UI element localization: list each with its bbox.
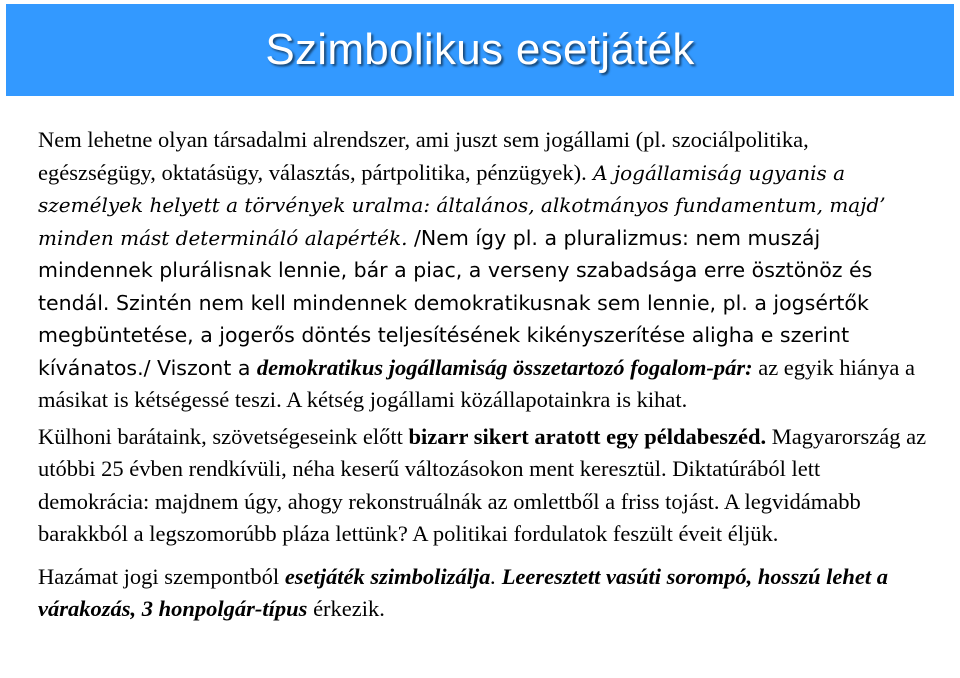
p1-sentence-conclusion: az egyik hiánya a másikat is kétségessé teszi. A kétség jogállami közállapotainkra is kihat. [38,354,915,412]
p3-emphasis-sorompo: Leeresztett vasúti sorompó, hosszú lehet a várakozás, 3 honpolgár-típus [38,563,888,621]
paragraph-esetjatek [38,561,928,626]
paragraph-peldabeszed [38,421,928,551]
p1-sentence-intro: Nem lehetne olyan társadalmi alrendszer, ami juszt sem jogállami (pl. szociálpolitika, egészségügy, oktatásügy, választás, pártpolitika, pénzügyek). [38,127,809,185]
title-banner [6,4,954,96]
p2-sentence-body: Magyarország az utóbbi 25 évben rendkívüli, néha keserű változásokon ment keresztül. Diktatúrából lett demokrácia: majdnem úgy, ahogy rekonstruálnák az omlettből a friss tojást. A legvidámabb barakkból a legszomorúbb pláza lettünk? A politikai fordulatok feszült éveit éljük. [38,423,927,546]
p2-emphasis-bizarr: bizarr sikert aratott egy példabeszéd. [408,423,767,449]
p3-period: . [490,563,502,589]
p1-sentence-pluralism: /Nem így pl. a pluralizmus: nem muszáj mindennek plurálisnak lennie, bár a piac, a verseny szabadsága erre ösztönöz és tendál. Szintén nem kell mindennek demokratikusnak sem lennie, pl. a jogsértők megbüntetése, a jogerős döntés teljesítésének kikényszerítése aligha e szerint kívánatos. [38,225,873,380]
p3-emphasis-esetjatek: esetjáték szimbolizálja [284,563,491,589]
p1-sentence-transition: / Viszont a [143,355,257,380]
p1-emphasis-concept-pair: demokratikus jogállamiság összetartozó fogalom-pár: [256,354,753,380]
slide-body [38,124,928,626]
p3-sentence-end: érkezik. [307,596,385,621]
p3-sentence-intro: Hazámat jogi szempontból [38,563,285,589]
paragraph-jogallamisag [38,124,928,417]
p2-sentence-intro: Külhoni barátaink, szövetségeseink előtt [38,423,409,449]
p1-sentence-definition: A jogállamiság ugyanis a személyek helyett a törvények uralma: általános, alkotmányos fundamentum, majd’ minden mást determináló alapérték. [38,160,886,250]
page-title: Szimbolikus esetjáték [265,25,695,74]
